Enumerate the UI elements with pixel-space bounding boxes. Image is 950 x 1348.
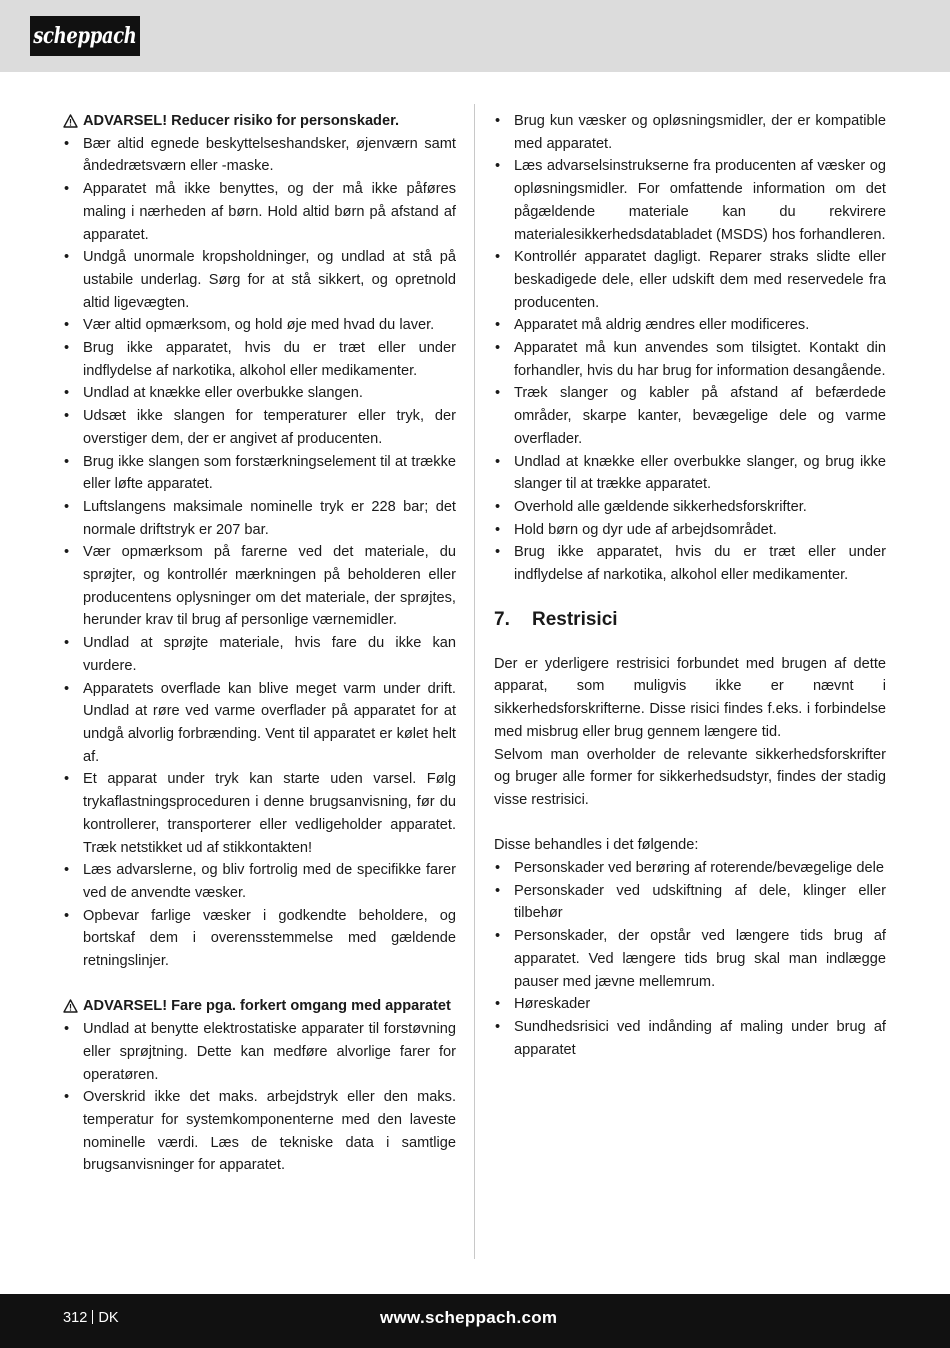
list-item: • Vær opmærksom på farerne ved det materiale, du sprøjter, og kontrollér mærkningen på beholderen eller producentens oplysninger om det materiale, der sprøjtes, herunder krav til brug af personlige værnemidler. — [64, 544, 456, 629]
list-item: • Apparatet må ikke benyttes, og der må ikke påføres maling i nærheden af børn. Hold altid børn på afstand af apparatet. — [64, 181, 456, 243]
right-column — [494, 110, 886, 1061]
list-item: • Undgå unormale kropsholdninger, og undlad at stå på ustabile underlag. Sørg for at stå sikkert, og opretnold altid ligevægten. — [64, 249, 456, 311]
warning-triangle-icon — [63, 114, 78, 128]
logo-text: scheppach — [33, 23, 137, 49]
list-item: • Brug ikke slangen som forstærkningselement til at trække eller løfte apparatet. — [64, 453, 456, 493]
left-column — [63, 110, 456, 1177]
list-item: • Apparatet må aldrig ændres eller modificeres. — [495, 317, 810, 334]
list-item: • Brug ikke apparatet, hvis du er træt eller under indflydelse af narkotika, alkohol eller medikamenter. — [64, 340, 456, 379]
list-item: • Apparatet må kun anvendes som tilsigtet. Kontakt din forhandler, hvis du har brug for information desangående. — [495, 340, 886, 379]
list-item: • Undlad at benytte elektrostatiske apparater til forstøvning eller sprøjtning. Dette kan medføre alvorlige farer for operatøren. — [64, 1021, 456, 1083]
footer-url[interactable]: www.scheppach.com — [380, 1308, 558, 1327]
list-item: • Undlad at knække eller overbukke slangen. — [64, 385, 363, 402]
list-item: • Personskader ved berøring af roterende/bevægelige dele — [495, 860, 884, 877]
warning-2-list — [63, 1018, 456, 1177]
page-number: 312 — [63, 1310, 88, 1326]
warning-heading-2-text: ADVARSEL! Fare pga. forkert omgang med apparatet — [83, 998, 451, 1015]
list-item: • Undlad at knække eller overbukke slanger, og brug ikke slanger til at trække apparatet. — [495, 453, 886, 493]
list-item: • Læs advarselsinstrukserne fra producenten af væsker og opløsningsmidler. For omfattende information om det pågældende materiale kan du rekvirere materialesikkerhedsdatabladet (MSDS) hos forhandleren. — [495, 158, 886, 243]
warning-heading-1-text: ADVARSEL! Reducer risiko for personskader. — [83, 113, 400, 129]
list-item: • Et apparat under tryk kan starte uden varsel. Følg trykaflastningsproceduren i denne brugsanvisning, før du kontrollerer, transporterer eller vedligeholder apparatet. Træk netstikket ud af stikkontakten! — [64, 771, 456, 856]
paragraph: Der er yderligere restrisici forbundet med brugen af dette apparat, som muligvis ikke er nævnt i sikkerhedsforskrifterne. Disse risici findes f.eks. i forbindelse med misbrug eller brug gennem længere tid. — [494, 655, 886, 740]
paragraph: Selvom man overholder de relevante sikkerhedsforskrifter og bruger alle former for sikkerhedsudstyr, findes der stadig visse restrisici. — [494, 746, 886, 808]
section-title: Restrisici — [532, 608, 618, 630]
warning-heading-2 — [63, 995, 456, 1018]
list-item: • Sundhedsrisici ved indånding af maling under brug af apparatet — [495, 1019, 886, 1058]
scheppach-logo — [30, 16, 140, 56]
list-item: • Brug kun væsker og opløsningsmidler, der er kompatible med apparatet. — [495, 113, 886, 152]
column-divider — [474, 104, 475, 1259]
list-item: • Overhold alle gældende sikkerhedsforskrifter. — [495, 498, 807, 515]
list-item: • Opbevar farlige væsker i godkendte beholdere, og bortskaf dem i overensstemmelse med gældende retningslinjer. — [64, 907, 456, 970]
list-item: • Personskader ved udskiftning af dele, klinger eller tilbehør — [495, 882, 886, 922]
list-item: • Apparatets overflade kan blive meget varm under drift. Undlad at røre ved varme overflader på apparatet for at undgå alvorlig forbrænding. Vent til apparatet er kølet helt af. — [64, 680, 456, 765]
list-item: • Brug ikke apparatet, hvis du er træt eller under indflydelse af narkotika, alkohol eller medikamenter. — [495, 544, 886, 584]
warning-triangle-icon — [63, 999, 78, 1013]
language-code: DK — [98, 1310, 119, 1326]
list-item: • Høreskader — [495, 996, 591, 1013]
footer-separator — [92, 1310, 93, 1324]
risk-list — [494, 857, 886, 1061]
section-heading — [494, 607, 886, 633]
list-intro: Disse behandles i det følgende: — [494, 837, 699, 854]
list-item: • Vær altid opmærksom, og hold øje med hvad du laver. — [64, 317, 435, 334]
list-item: • Kontrollér apparatet dagligt. Reparer straks slidte eller beskadigede dele, eller udskift dem med reservedele fra producenten. — [495, 249, 886, 311]
list-item: • Luftslangens maksimale nominelle tryk er 228 bar; det normale driftstryk er 207 bar. — [64, 498, 456, 538]
list-item: • Overskrid ikke det maks. arbejdstryk eller den maks. temperatur for systemkomponenterne med den laveste nominelle værdi. Læs de tekniske data i samtlige brugsanvisninger for apparatet. — [64, 1089, 456, 1174]
list-item: • Undlad at sprøjte materiale, hvis fare du ikke kan vurdere. — [64, 635, 456, 674]
list-item: • Personskader, der opstår ved længere tids brug af apparatet. Ved længere tids brug skal man indlægge pauser med jævne mellemrum. — [495, 928, 886, 990]
list-item: • Læs advarslerne, og bliv fortrolig med de specifikke farer ved de anvendte væsker. — [64, 862, 456, 901]
header-band — [0, 0, 950, 72]
list-item: • Udsæt ikke slangen for temperaturer eller tryk, der overstiger dem, der er angivet af producenten. — [64, 408, 456, 447]
footer-page-info — [63, 1310, 119, 1326]
list-item: • Træk slanger og kabler på afstand af befærdede områder, skarpe kanter, bevægelige dele og varme overflader. — [495, 385, 886, 447]
warning-1-list — [63, 133, 456, 973]
safety-list — [494, 110, 886, 587]
list-item: • Bær altid egnede beskyttelseshandsker, øjenværn samt åndedrætsværn eller -maske. — [64, 135, 456, 175]
warning-heading-1 — [63, 110, 456, 133]
section-number: 7. — [494, 608, 510, 630]
list-item: • Hold børn og dyr ude af arbejdsområdet. — [495, 521, 777, 538]
